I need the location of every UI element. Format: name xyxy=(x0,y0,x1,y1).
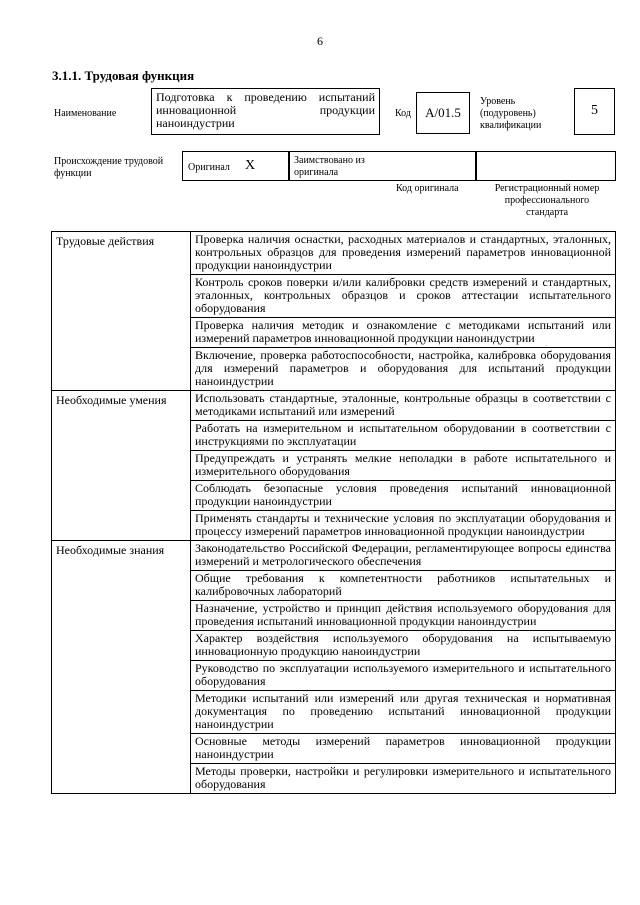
item-cell: Использовать стандартные, эталонные, контрольные образцы в соответствии с методиками испытаний или измерений xyxy=(191,391,616,421)
item-cell: Работать на измерительном и испытательном оборудовании в соответствии с инструкциями по эксплуатации xyxy=(191,421,616,451)
item-cell: Методы проверки, настройки и регулировки измерительного и испытательного оборудования xyxy=(191,764,616,794)
item-cell: Основные методы измерений параметров инновационной продукции наноиндустрии xyxy=(191,734,616,764)
item-cell: Включение, проверка работоспособности, настройка, калибровка оборудования для измерений параметров и оборудования для испытаний продукции наноиндустрии xyxy=(191,348,616,391)
category-cell: Необходимые умения xyxy=(52,391,191,541)
category-cell: Трудовые действия xyxy=(52,232,191,391)
item-cell: Контроль сроков поверки и/или калибровки средств измерений и стандартных, эталонных, контрольных образцов и сроков аттестации испытательного оборудования xyxy=(191,275,616,318)
level-value: 5 xyxy=(591,103,598,118)
level-value-box xyxy=(574,88,615,135)
reg-number-box xyxy=(476,151,616,181)
item-cell: Методики испытаний или измерений или другая техническая и нормативная документация по проведению испытаний инновационной продукции наноиндустрии xyxy=(191,691,616,734)
original-mark: X xyxy=(245,158,256,173)
table-row xyxy=(52,391,616,421)
code-value: A/01.5 xyxy=(425,105,461,120)
original-label: Оригинал xyxy=(188,162,230,173)
item-cell: Применять стандарты и технические условия по эксплуатации оборудования и процессу измерений параметров инновационной продукции наноиндустрии xyxy=(191,511,616,541)
origin-label: Происхождение трудовой функции xyxy=(54,156,164,179)
item-cell: Проверка наличия оснастки, расходных материалов и стандартных, эталонных, контрольных образцов для проведения измерений параметров инновационной продукции наноиндустрии xyxy=(191,232,616,275)
level-label: Уровень (подуровень) квалификации xyxy=(480,96,542,131)
labor-function-table xyxy=(51,231,616,794)
item-cell: Соблюдать безопасные условия проведения испытаний инновационной продукции наноиндустрии xyxy=(191,481,616,511)
code-label: Код xyxy=(395,108,411,119)
item-cell: Руководство по эксплуатации используемого измерительного и испытательного оборудования xyxy=(191,661,616,691)
category-cell: Необходимые знания xyxy=(52,541,191,794)
item-cell: Предупреждать и устранять мелкие неполадки в работе испытательного и измерительного оборудования xyxy=(191,451,616,481)
reg-number-label: Регистрационный номер профессионального стандарта xyxy=(494,183,600,218)
code-value-box xyxy=(416,92,470,134)
code-original-label: Код оригинала xyxy=(396,183,459,194)
borrowed-label: Заимствовано из оригинала xyxy=(294,155,365,178)
item-cell: Характер воздействия используемого оборудования на испытываемую инновационную продукцию наноиндустрии xyxy=(191,631,616,661)
name-value: Подготовка к проведению испытаний инновационной продукции наноиндустрии xyxy=(156,90,375,130)
item-cell: Общие требования к компетентности работников испытательных и калибровочных лабораторий xyxy=(191,571,616,601)
table-row xyxy=(52,541,616,571)
name-value-box xyxy=(151,88,380,135)
original-box xyxy=(182,151,289,181)
section-title: 3.1.1. Трудовая функция xyxy=(52,68,195,83)
table-row xyxy=(52,232,616,275)
item-cell: Законодательство Российской Федерации, регламентирующее вопросы единства измерений и метрологического обеспечения xyxy=(191,541,616,571)
item-cell: Назначение, устройство и принцип действия используемого оборудования для проведения испытаний инновационной продукции наноиндустрии xyxy=(191,601,616,631)
page-number: 6 xyxy=(317,34,323,48)
name-label: Наименование xyxy=(54,108,117,119)
borrowed-box xyxy=(289,151,476,181)
item-cell: Проверка наличия методик и ознакомление с методиками испытаний или измерений параметров инновационной продукции наноиндустрии xyxy=(191,318,616,348)
